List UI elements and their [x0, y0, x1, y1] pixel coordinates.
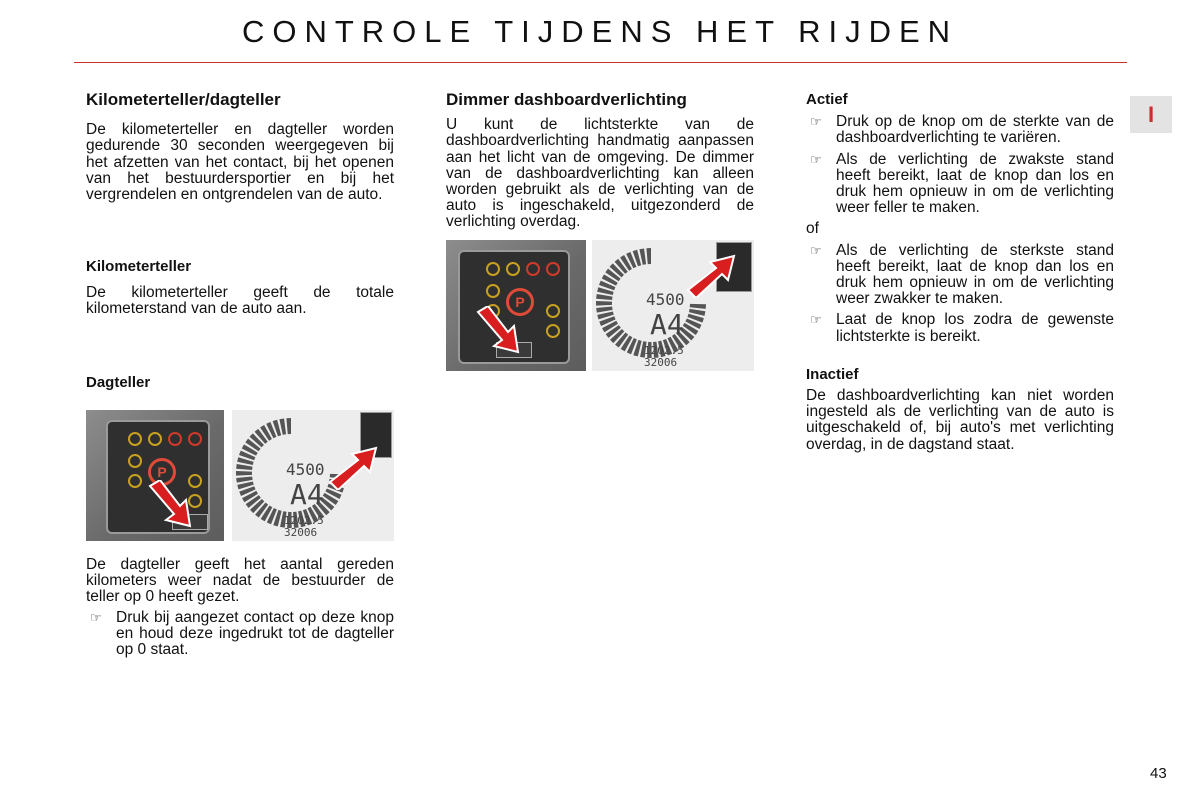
bullet-item: ☞ Als de verlichting de sterkste stand heeft bereikt, laat de knop dan los en druk hem opnieuw in om de verlichting weer zwakker te maken. — [810, 241, 1114, 308]
dashboard-button-photo — [446, 240, 586, 371]
heading-dagteller: Dagteller — [86, 374, 151, 391]
section-tab: I — [1130, 96, 1172, 133]
bullet-item: ☞ Druk op de knop om de sterkte van de dashboardverlichting te variëren. — [810, 113, 1114, 147]
page-number: 43 — [1150, 765, 1167, 782]
dashboard-button-photo — [86, 410, 224, 541]
lcd-odometer: 32006 — [644, 356, 678, 369]
heading-kilometerteller: Kilometerteller — [86, 258, 192, 275]
lcd-display-photo — [592, 240, 754, 371]
heading-actief: Actief — [806, 91, 848, 108]
lcd-gear: A4 — [650, 308, 684, 341]
bullet-item: ☞ Druk bij aangezet contact op deze knop en houd deze ingedrukt tot de dagteller op 0 staat. — [90, 608, 394, 659]
red-arrow-icon — [474, 306, 522, 356]
pointing-hand-icon: ☞ — [810, 242, 822, 258]
bullet-item: ☞ Laat de knop los zodra de gewenste lichtsterkte is bereikt. — [810, 311, 1114, 345]
lcd-range: 4500 — [646, 290, 685, 309]
kilometerteller-section — [86, 259, 394, 318]
lcd-gear: A4 — [290, 478, 324, 511]
pointing-hand-icon: ☞ — [810, 151, 822, 167]
pointing-hand-icon: ☞ — [810, 114, 822, 130]
heading-inactief: Inactief — [806, 365, 859, 383]
lcd-range: 4500 — [286, 460, 325, 479]
pointing-hand-icon: ☞ — [90, 609, 102, 625]
inactief-paragraph: De dashboardverlichting kan niet worden ingesteld als de verlichting van de auto is uitgeschakeld of, bij auto's met verlichting overdag, in de dagstand staat. — [806, 387, 1114, 453]
dagteller-text — [86, 557, 394, 658]
red-arrow-icon — [686, 254, 736, 298]
dagteller-section — [86, 375, 394, 391]
or-text: of — [806, 220, 819, 238]
kilometerteller-paragraph: De kilometerteller geeft de totale kilometerstand van de auto aan. — [86, 284, 394, 318]
red-arrow-icon — [328, 446, 378, 490]
lcd-odometer: 32006 — [284, 526, 318, 539]
pointing-hand-icon: ☞ — [810, 312, 822, 328]
lcd-trip: 1202.5 — [284, 514, 324, 527]
parking-brake-icon: P — [506, 288, 534, 316]
dimmer-paragraph: U kunt de lichtsterkte van de dashboardverlichting handmatig aanpassen aan het licht van de omgeving. De dimmer van de dashboardverlichting kan alleen worden gebruikt als de verlichting van de auto is ingeschakeld, uitgezonderd de verlichting overdag. — [446, 116, 754, 231]
page-title: CONTROLE TIJDENS HET RIJDEN — [241, 14, 959, 49]
lcd-display-photo — [232, 410, 394, 541]
header-rule — [74, 62, 1127, 63]
red-arrow-icon — [146, 480, 194, 530]
lcd-trip: 1202.5 — [644, 344, 684, 357]
dagteller-paragraph: De dagteller geeft het aantal gereden kilometers weer nadat de bestuurder de teller op 0 heeft gezet. — [86, 556, 394, 606]
column-1 — [86, 92, 394, 203]
bullet-item: ☞ Als de verlichting de zwakste stand heeft bereikt, laat de knop dan los en druk hem opnieuw in om de verlichting weer feller te maken. — [810, 150, 1114, 217]
intro-paragraph: De kilometerteller en dagteller worden gedurende 30 seconden weergegeven bij het afzetten van het contact, bij het openen van het bestuurdersportier en bij het vergrendelen en ontgrendelen van de auto. — [86, 121, 394, 204]
column-2 — [446, 92, 754, 231]
heading-dimmer: Dimmer dashboardverlichting — [446, 90, 687, 109]
parking-brake-icon: P — [148, 458, 176, 486]
column-3 — [806, 92, 1114, 453]
heading-kilometerteller-dagteller: Kilometerteller/dagteller — [86, 90, 281, 109]
